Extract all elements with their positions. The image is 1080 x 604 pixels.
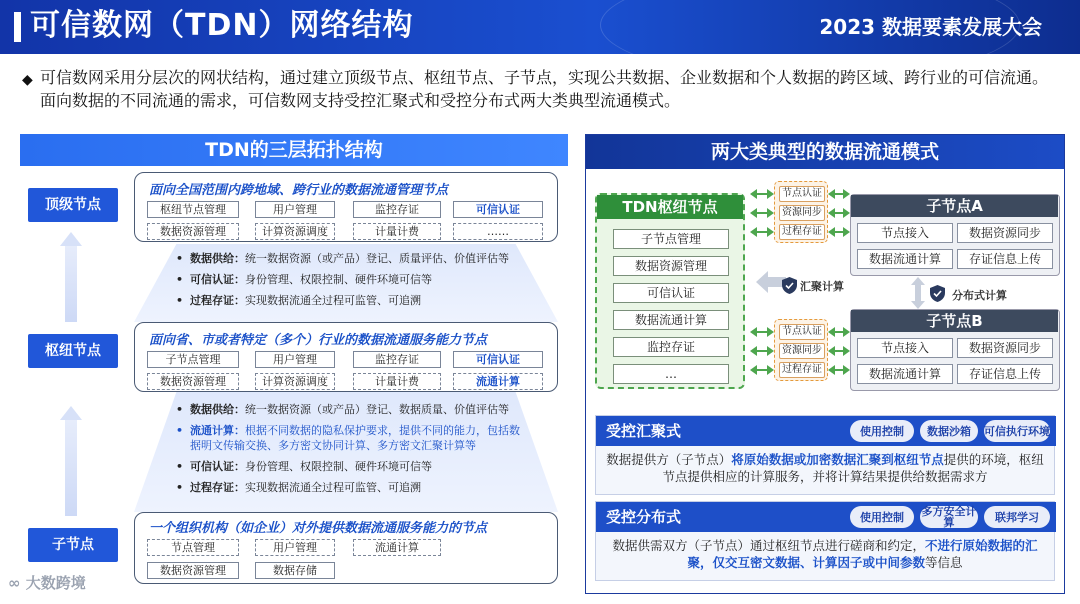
- double-arrow-icon: [756, 212, 768, 214]
- bullet-item: • 可信认证：身份管理、权限控制、硬件环境可信等: [176, 272, 526, 287]
- flow-modes-panel: [585, 134, 1065, 594]
- flow-modes-title: 两大类典型的数据流通模式: [586, 135, 1064, 169]
- top-node-item: 数据资源管理: [147, 223, 239, 240]
- double-arrow-icon: [834, 369, 844, 371]
- hub-item: 数据流通计算: [613, 310, 729, 330]
- top-node-item: 计算资源调度: [255, 223, 335, 240]
- double-arrow-icon: [756, 193, 768, 195]
- function-group-top: [774, 181, 828, 243]
- double-arrow-icon: [834, 331, 844, 333]
- mode-tag: 使用控制: [850, 420, 914, 442]
- sub-node-item: 数据资源同步: [957, 338, 1053, 358]
- sub-node-a: [850, 194, 1060, 276]
- header-bar: [0, 0, 1080, 54]
- function-item: 节点认证: [779, 186, 825, 202]
- diamond-bullet-icon: ◆: [22, 72, 33, 88]
- level-hub-node: 枢纽节点: [28, 334, 118, 368]
- bullet-item: • 数据供给：统一数据资源（或产品）登记、数据质量、价值评估等: [176, 402, 526, 417]
- bullet-item: • 过程存证：实现数据流通全过程可监管、可追溯: [176, 293, 526, 308]
- title-accent-bar: [14, 12, 21, 42]
- bullet-item: • 过程存证：实现数据流通全过程可监管、可追溯: [176, 480, 526, 495]
- double-arrow-icon: [756, 331, 768, 333]
- sub-node-b-title: 子节点B: [851, 310, 1058, 332]
- distributed-compute-label: 分布式计算: [952, 289, 1007, 302]
- hub-node-item: 流通计算: [453, 373, 543, 390]
- shield-icon: [782, 277, 797, 294]
- hub-item: 数据资源管理: [613, 256, 729, 276]
- intro-text: 可信数网采用分层次的网状结构，通过建立顶级节点、枢纽节点、子节点，实现公共数据、企业数据和个人数据的跨区域、跨行业的可信流通。面向数据的不同流通的需求，可信数网支持受控汇聚式和受控分布式两大类典型流通模式。: [40, 68, 1049, 110]
- hub-node-item: 用户管理: [255, 351, 335, 368]
- double-arrow-icon: [756, 231, 768, 233]
- top-node-item: ……: [453, 223, 543, 240]
- bullet-item: • 数据供给：统一数据资源（或产品）登记、质量评估、价值评估等: [176, 251, 526, 266]
- controlled-distributed-mode: [595, 501, 1055, 581]
- watermark-logo: ∞ 大数跨境: [8, 574, 86, 592]
- shield-icon: [930, 285, 945, 302]
- event-name: 2023 数据要素发展大会: [819, 15, 1042, 39]
- function-item: 资源同步: [779, 343, 825, 359]
- top-node-item: 可信认证: [453, 201, 543, 218]
- controlled-converge-mode: [595, 415, 1055, 495]
- function-item: 资源同步: [779, 205, 825, 221]
- converge-compute-label: 汇聚计算: [800, 280, 844, 293]
- top-node-box: [134, 172, 558, 242]
- top-node-item: 枢纽节点管理: [147, 201, 239, 218]
- mid-bullets: [176, 402, 526, 501]
- top-node-item: 用户管理: [255, 201, 335, 218]
- sub-node-item: 数据资源管理: [147, 562, 239, 579]
- function-group-bottom: [774, 319, 828, 381]
- sub-node-item: 用户管理: [255, 539, 335, 556]
- hub-item: 监控存证: [613, 337, 729, 357]
- sub-node-item: 数据存储: [255, 562, 335, 579]
- intro-paragraph: [22, 66, 1062, 112]
- mode-tag: 联邦学习: [984, 506, 1050, 528]
- tdn-hub-node: [595, 193, 745, 389]
- double-arrow-icon: [756, 369, 768, 371]
- mode-tag: 数据沙箱: [920, 420, 978, 442]
- sub-node-a-title: 子节点A: [851, 195, 1058, 217]
- function-item: 过程存证: [779, 224, 825, 240]
- top-node-item: 计量计费: [353, 223, 441, 240]
- up-arrow-icon: [60, 406, 82, 516]
- double-arrow-icon: [834, 193, 844, 195]
- hub-node-item: 计算资源调度: [255, 373, 335, 390]
- mode-title: 受控汇聚式: [596, 416, 1056, 446]
- sub-node-title: 一个组织机构（如企业）对外提供数据流通服务能力的节点: [149, 521, 488, 536]
- sub-node-item: 存证信息上传: [957, 249, 1053, 269]
- mode-title: 受控分布式: [596, 502, 1056, 532]
- sub-node-item: 节点接入: [857, 223, 953, 243]
- topology-panel-title: TDN的三层拓扑结构: [20, 134, 568, 166]
- hub-node-item: 监控存证: [353, 351, 441, 368]
- double-arrow-icon: [834, 212, 844, 214]
- up-arrow-icon: [60, 232, 82, 322]
- hub-title: TDN枢纽节点: [597, 195, 743, 219]
- sub-node-item: 节点管理: [147, 539, 239, 556]
- hub-item: 子节点管理: [613, 229, 729, 249]
- mode-tag: 使用控制: [850, 506, 914, 528]
- top-node-title: 面向全国范围内跨地域、跨行业的数据流通管理节点: [149, 183, 449, 198]
- hub-item: 可信认证: [613, 283, 729, 303]
- sub-node-item: 数据流通计算: [857, 364, 953, 384]
- hub-node-item: 数据资源管理: [147, 373, 239, 390]
- sub-node-item: 流通计算: [353, 539, 441, 556]
- level-sub-node: 子节点: [28, 528, 118, 562]
- mode-description: 数据供需双方（子节点）通过枢纽节点进行磋商和约定，不进行原始数据的汇聚，仅交互密文数据、计算因子或中间参数等信息: [612, 538, 1038, 570]
- page-title: 可信数网（TDN）网络结构: [30, 8, 414, 43]
- double-arrow-icon: [834, 231, 844, 233]
- hub-node-item: 子节点管理: [147, 351, 239, 368]
- function-item: 过程存证: [779, 362, 825, 378]
- double-arrow-icon: [756, 350, 768, 352]
- hub-node-item: 可信认证: [453, 351, 543, 368]
- hub-item: …: [613, 364, 729, 384]
- sub-node-item: 数据流通计算: [857, 249, 953, 269]
- mode-description: 数据提供方（子节点）将原始数据或加密数据汇聚到枢纽节点提供的环境，枢纽节点提供相应的计算服务，并将计算结果提供给数据需求方: [606, 452, 1044, 484]
- vertical-double-arrow-icon: [911, 277, 925, 309]
- top-node-item: 监控存证: [353, 201, 441, 218]
- hub-node-title: 面向省、市或者特定（多个）行业的数据流通服务能力节点: [149, 333, 488, 348]
- top-bullets: [176, 251, 526, 314]
- sub-node-item: 数据资源同步: [957, 223, 1053, 243]
- sub-node-item: 存证信息上传: [957, 364, 1053, 384]
- bullet-item: • 流通计算：根据不同数据的隐私保护要求，提供不同的能力，包括数据明文传输交换、多方密文协同计算、多方密文汇聚计算等: [176, 423, 526, 453]
- function-item: 节点认证: [779, 324, 825, 340]
- double-arrow-icon: [834, 350, 844, 352]
- hub-node-item: 计量计费: [353, 373, 441, 390]
- mode-tag: 多方安全计算: [921, 505, 977, 529]
- sub-node-box: [134, 512, 558, 584]
- sub-node-b: [850, 309, 1060, 391]
- bullet-item: • 可信认证：身份管理、权限控制、硬件环境可信等: [176, 459, 526, 474]
- hub-node-box: [134, 322, 558, 392]
- level-top-node: 顶级节点: [28, 188, 118, 222]
- mode-tag: 可信执行环境: [984, 420, 1050, 442]
- sub-node-item: 节点接入: [857, 338, 953, 358]
